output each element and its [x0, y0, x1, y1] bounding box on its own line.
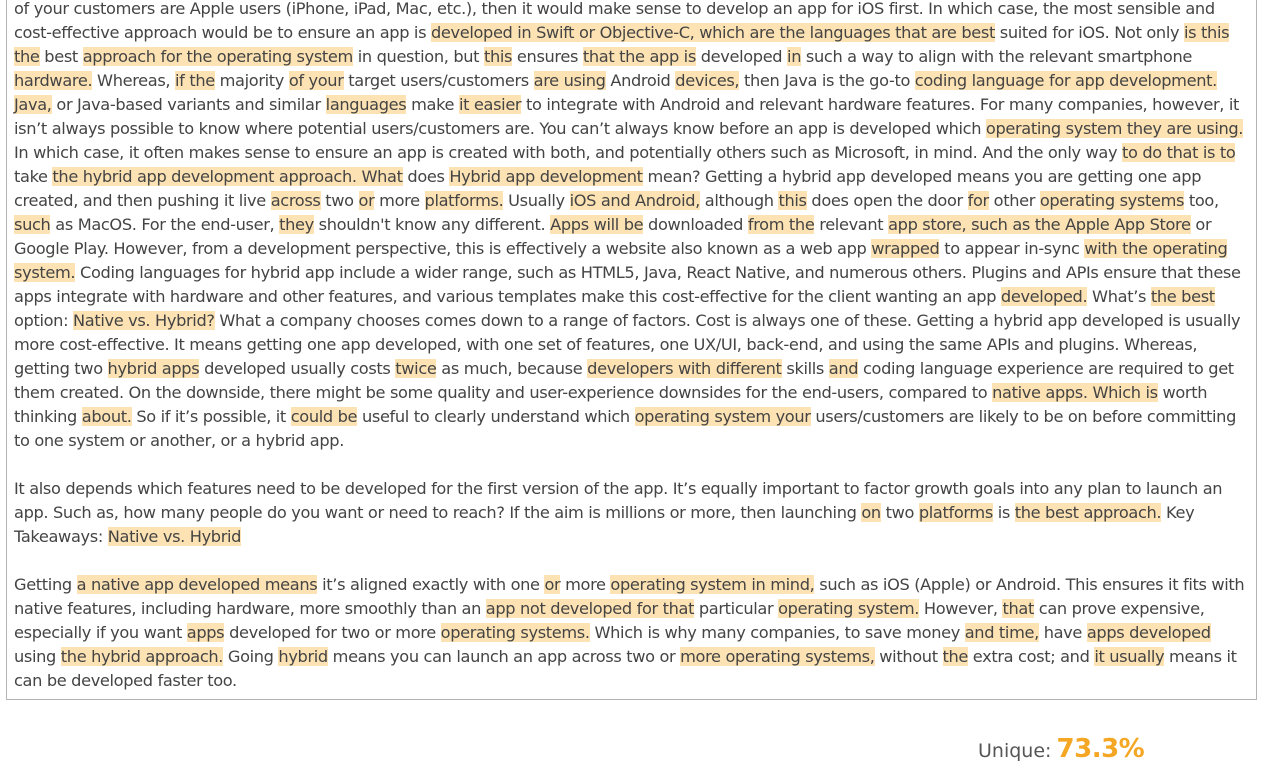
- highlighted-match: the best approach.: [1014, 503, 1162, 522]
- text-run: relevant: [814, 215, 889, 234]
- highlighted-match: to do that is to: [1121, 143, 1236, 162]
- highlighted-match: on: [861, 503, 881, 522]
- highlighted-match: operating system.: [778, 599, 920, 618]
- text-run: target users/customers: [343, 71, 534, 90]
- text-run: particular: [694, 599, 779, 618]
- text-run: Getting: [14, 575, 77, 594]
- text-run: extra cost; and: [968, 647, 1095, 666]
- text-run: shouldn't know any different.: [313, 215, 551, 234]
- highlighted-match: the best: [1150, 287, 1215, 306]
- text-run: skills: [781, 359, 829, 378]
- text-run: Going: [223, 647, 279, 666]
- text-run: more: [374, 191, 425, 210]
- text-run: worth thinking: [14, 383, 1208, 426]
- text-run: to integrate with Android and relevant hardware features. For many companies, however, it isn’t always possible to know where potential users/customers are. You can’t always know before an app is developed which: [14, 95, 1239, 138]
- text-run: then Java is the go-to: [739, 71, 915, 90]
- highlighted-match: Hybrid app development: [449, 167, 643, 186]
- highlighted-match: they: [279, 215, 314, 234]
- highlighted-match: for: [967, 191, 989, 210]
- highlighted-match: this: [778, 191, 807, 210]
- text-run: such a way to align with the relevant smartphone: [801, 47, 1192, 66]
- text-run: or Java-based variants and similar: [51, 95, 326, 114]
- text-run: does open the door: [806, 191, 968, 210]
- highlighted-match: devices,: [675, 71, 740, 90]
- highlighted-match: wrapped: [871, 239, 940, 258]
- highlighted-match: native apps. Which is: [992, 383, 1158, 402]
- text-run: in question, but: [352, 47, 484, 66]
- highlighted-match: twice: [395, 359, 437, 378]
- highlighted-match: platforms: [918, 503, 993, 522]
- text-run: best: [39, 47, 83, 66]
- highlighted-match: that: [1002, 599, 1034, 618]
- highlighted-match: Native vs. Hybrid: [107, 527, 242, 546]
- text-run: means it can be developed faster too.: [14, 647, 1237, 690]
- highlighted-match: or: [544, 575, 561, 594]
- text-run: other: [988, 191, 1040, 210]
- highlighted-match: the hybrid app development approach. What: [52, 167, 403, 186]
- highlighted-match: the: [942, 647, 969, 666]
- highlighted-match: apps: [186, 623, 225, 642]
- highlighted-match: operating system in mind,: [610, 575, 815, 594]
- text-run: developed: [695, 47, 788, 66]
- text-run: take: [14, 167, 53, 186]
- highlighted-match: developers with different: [587, 359, 782, 378]
- highlighted-match: it easier: [458, 95, 522, 114]
- text-run: option:: [14, 311, 73, 330]
- text-run: two: [880, 503, 919, 522]
- text-run: using: [14, 647, 61, 666]
- highlighted-match: operating systems.: [440, 623, 590, 642]
- uniqueness-result: [978, 734, 1144, 764]
- highlighted-match: is this the: [14, 23, 1230, 66]
- highlighted-match: hardware.: [14, 71, 93, 90]
- text-run: is: [992, 503, 1015, 522]
- text-run: although: [699, 191, 779, 210]
- text-run: or Google Play. However, from a development perspective, this is effectively a website also known as a web app: [14, 215, 1212, 258]
- text-run: such as iOS (Apple) or Android. This ensures it fits with native features, including hardware, more smoothly than an: [14, 575, 1245, 618]
- highlighted-match: are using: [533, 71, 606, 90]
- highlighted-match: it usually: [1094, 647, 1165, 666]
- text-run: as MacOS. For the end-user,: [50, 215, 280, 234]
- highlighted-match: and time,: [964, 623, 1039, 642]
- highlighted-match: operating systems: [1039, 191, 1185, 210]
- highlighted-match: could be: [290, 407, 358, 426]
- highlighted-match: if the: [175, 71, 215, 90]
- text-run: coding language experience are required to get them created. On the downside, there might be some quality and user-experience downsides for the end-users, compared to: [14, 359, 1234, 402]
- unique-percentage: 73.3%: [1056, 734, 1145, 764]
- highlighted-match: a native app developed means: [76, 575, 318, 594]
- text-run: Coding languages for hybrid app include a wider range, such as HTML5, Java, React Native, and numerous others. Plugins and APIs ensure that these apps integrate with hardware and other features, and various templates make this cost-effective for the client wanting an app: [14, 263, 1241, 306]
- text-run: suited for iOS. Not only: [994, 23, 1185, 42]
- text-run: What’s: [1087, 287, 1151, 306]
- highlighted-match: this: [483, 47, 513, 66]
- highlighted-match: Native vs. Hybrid?: [73, 311, 215, 330]
- highlighted-match: languages: [325, 95, 407, 114]
- text-run: can prove expensive, especially if you want: [14, 599, 1205, 642]
- highlighted-match: operating system your: [634, 407, 811, 426]
- text-run: developed for two or more: [224, 623, 441, 642]
- highlighted-match: in: [787, 47, 802, 66]
- highlighted-match: developed.: [1000, 287, 1088, 306]
- highlighted-match: such: [14, 215, 51, 234]
- highlighted-match: and: [828, 359, 859, 378]
- unique-label: Unique:: [978, 740, 1052, 762]
- text-run: Which is why many companies, to save money: [589, 623, 965, 642]
- text-run: Android: [605, 71, 676, 90]
- highlighted-match: platforms.: [424, 191, 504, 210]
- text-run: Usually: [503, 191, 570, 210]
- text-run: So if it’s possible, it: [131, 407, 291, 426]
- text-run: as much, because: [436, 359, 588, 378]
- text-run: useful to clearly understand which: [357, 407, 635, 426]
- highlighted-match: more operating systems,: [680, 647, 875, 666]
- highlighted-match: apps developed: [1086, 623, 1211, 642]
- highlighted-match: with the operating system.: [14, 239, 1228, 282]
- highlighted-match: developed in Swift or Objective-C, which are the languages that are best: [430, 23, 995, 42]
- highlighted-match: about.: [81, 407, 132, 426]
- text-run: developed usually costs: [199, 359, 396, 378]
- text-run: without: [874, 647, 943, 666]
- text-run: However,: [919, 599, 1003, 618]
- text-run: does: [402, 167, 450, 186]
- highlighted-match: from the: [747, 215, 815, 234]
- text-run: have: [1038, 623, 1087, 642]
- highlighted-match: or: [358, 191, 375, 210]
- highlighted-match: approach for the operating system: [82, 47, 353, 66]
- text-run: majority: [214, 71, 289, 90]
- text-run: In which case, it often makes sense to ensure an app is created with both, and potentially others such as Microsoft, in mind. And the only way: [14, 143, 1122, 162]
- highlighted-match: of your: [288, 71, 344, 90]
- text-run: Key Takeaways:: [14, 503, 1195, 546]
- text-run: to appear in-sync: [939, 239, 1085, 258]
- text-run: ensures: [512, 47, 583, 66]
- highlighted-match: across: [270, 191, 321, 210]
- highlighted-match: operating system they are using.: [985, 119, 1244, 138]
- text-run: it’s aligned exactly with one: [317, 575, 545, 594]
- text-run: make: [406, 95, 459, 114]
- document-text-area[interactable]: [6, 0, 1257, 700]
- highlighted-match: hybrid apps: [107, 359, 200, 378]
- highlighted-match: that the app is: [582, 47, 696, 66]
- highlighted-match: coding language for app development. Java,: [14, 71, 1217, 114]
- highlighted-match: hybrid: [278, 647, 328, 666]
- paragraph: [14, 477, 1248, 549]
- text-run: What a company chooses comes down to a range of factors. Cost is always one of these. Getting a hybrid app developed is usually more cost-effective. It means getting one app developed, with one set of features, one UX/UI, back-end, and using the same APIs and plugins. Whereas, getting two: [14, 311, 1241, 378]
- text-run: downloaded: [643, 215, 748, 234]
- highlighted-match: Apps will be: [550, 215, 644, 234]
- text-run: too,: [1184, 191, 1219, 210]
- text-run: means you can launch an app across two or: [327, 647, 681, 666]
- text-run: two: [320, 191, 359, 210]
- highlighted-match: iOS and Android,: [569, 191, 700, 210]
- text-run: of your customers are Apple users (iPhone, iPad, Mac, etc.), then it would make sense to develop an app for iOS first. In which case, the most sensible and cost-effective approach would be to ensure an app is: [14, 0, 1215, 42]
- highlighted-match: the hybrid approach.: [60, 647, 224, 666]
- text-run: more: [560, 575, 611, 594]
- paragraph: [14, 0, 1248, 453]
- highlighted-match: app store, such as the Apple App Store: [888, 215, 1191, 234]
- text-run: mean? Getting a hybrid app developed means you are getting one app created, and then pushing it live: [14, 167, 1202, 210]
- text-run: It also depends which features need to be developed for the first version of the app. It’s equally important to factor growth goals into any plan to launch an app. Such as, how many people do you want or need to reach? If the aim is millions or more, then launching: [14, 479, 1223, 522]
- text-run: Whereas,: [92, 71, 176, 90]
- text-run: users/customers are likely to be on before committing to one system or another, or a hybrid app.: [14, 407, 1236, 450]
- highlighted-match: app not developed for that: [485, 599, 695, 618]
- paragraph: [14, 573, 1248, 693]
